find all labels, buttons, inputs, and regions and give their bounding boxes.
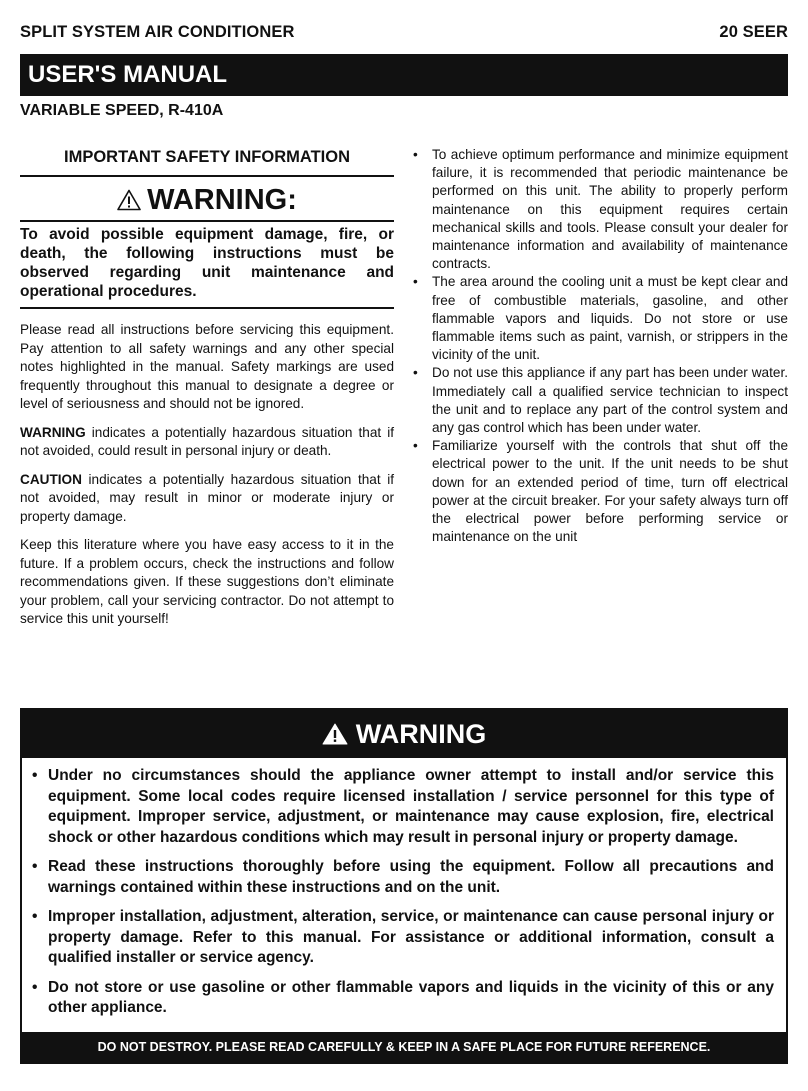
warning-list: [22, 758, 786, 1019]
safety-section-title: IMPORTANT SAFETY INFORMATION: [20, 145, 394, 177]
warning-heading: [20, 180, 394, 220]
header-seer-rating: 20 SEER: [719, 22, 788, 41]
bullet-icon: •: [413, 438, 418, 454]
manual-subtitle: VARIABLE SPEED, R-410A: [20, 102, 224, 119]
list-item: [413, 146, 788, 273]
safety-info-column: [20, 145, 394, 629]
list-item-text: The area around the cooling unit a must be kept clear and free of combustible materials, gasoline, and other flammable vapors and liquids. Do not store or use flammable items such as paint, varnish, or strippers in the vicinity of the unit.: [432, 274, 788, 363]
list-item-text: Read these instructions thoroughly before using the equipment. Follow all precautions and warnings contained within these instructions and on the unit.: [48, 858, 774, 896]
maintenance-bullets-column: [413, 146, 788, 546]
warning-box-title: WARNING: [355, 718, 487, 749]
list-item-text: Improper installation, adjustment, alteration, service, or maintenance can cause personal injury or property damage. Refer to this manual. For assistance or additional information, consult a qualified installer or service agency.: [48, 908, 774, 966]
list-item: [413, 364, 788, 437]
list-item-text: Do not use this appliance if any part has been under water. Immediately call a qualified service technician to inspect the unit and to replace any part of the control system and any gas control which has been under water.: [432, 365, 788, 436]
safety-paragraph-keep-literature: Keep this literature where you have easy access to it in the future. If a problem occurs, check the instructions and follow recommendations given. If these suggestions don’t eliminate your problem, call your servicing contractor. Do not attempt to service this unit yourself!: [20, 537, 394, 626]
list-item: [32, 978, 774, 1019]
list-item-text: Under no circumstances should the appliance owner attempt to install and/or service this equipment. Some local codes require licensed installation / service personnel for this type of equipment. Improper service, adjustment, or maintenance may cause explosion, fire, electrical shock or other hazardous conditions which may result in personal injury or property damage.: [48, 767, 774, 846]
list-item: [413, 437, 788, 546]
warning-box: [20, 708, 788, 1064]
bullet-icon: •: [32, 858, 38, 875]
warning-triangle-solid-icon: [322, 723, 348, 745]
header-product-type: SPLIT SYSTEM AIR CONDITIONER: [20, 22, 295, 41]
safety-paragraph-instructions: Please read all instructions before servicing this equipment. Pay attention to all safety warnings and any other special notes highlighted in the manual. Safety markings are used frequently throughout this manual to designate a degree or level of seriousness and should not be ignored.: [20, 322, 394, 411]
bullet-icon: •: [413, 147, 418, 162]
list-item-text: Familiarize yourself with the controls that shut off the electrical power to the unit. If the unit needs to be shut down for an extended period of time, turn off electrical power at the circuit breaker. For your safety always turn off the electrical power before performing service or maintenance on the unit: [432, 438, 788, 545]
warning-box-header: [22, 710, 786, 758]
warning-definition-text: indicates a potentially hazardous situation that if not avoided, could result in personal injury or death.: [20, 424, 394, 458]
list-item: [32, 857, 774, 898]
warning-box-footer: DO NOT DESTROY. PLEASE READ CAREFULLY & KEEP IN A SAFE PLACE FOR FUTURE REFERENCE.: [22, 1032, 786, 1062]
safety-paragraph-caution-definition: [20, 471, 394, 527]
bullet-icon: •: [32, 767, 38, 784]
list-item-text: To achieve optimum performance and minimize equipment failure, it is recommended that periodic maintenance be performed on this unit. The ability to properly perform maintenance on this equipment requires certain mechanical skills and tools. Please consult your dealer for maintenance information and availability of maintenance contracts.: [432, 147, 788, 272]
bullet-icon: •: [32, 978, 38, 996]
safety-paragraph-warning-definition: [20, 424, 394, 461]
warning-intro-text: To avoid possible equipment damage, fire, or death, the following instructions must be observed regarding unit maintenance and operational procedures.: [20, 222, 394, 309]
document-header: [20, 21, 788, 43]
bullet-icon: •: [413, 274, 418, 290]
warning-term: WARNING: [20, 424, 86, 440]
list-item: [413, 273, 788, 364]
list-item: [32, 766, 774, 848]
bullet-icon: •: [32, 908, 38, 925]
warning-heading-label: WARNING:: [147, 183, 297, 216]
bullet-icon: •: [413, 365, 418, 381]
warning-triangle-outline-icon: [117, 189, 141, 211]
manual-title-banner: USER'S MANUAL: [20, 54, 788, 96]
caution-definition-text: indicates a potentially hazardous situation that if not avoided, may result in minor or moderate injury or property damage.: [20, 471, 394, 524]
caution-term: CAUTION: [20, 471, 82, 487]
list-item: [32, 907, 774, 969]
list-item-text: Do not store or use gasoline or other flammable vapors and liquids in the vicinity of this or any other appliance.: [48, 978, 774, 1016]
